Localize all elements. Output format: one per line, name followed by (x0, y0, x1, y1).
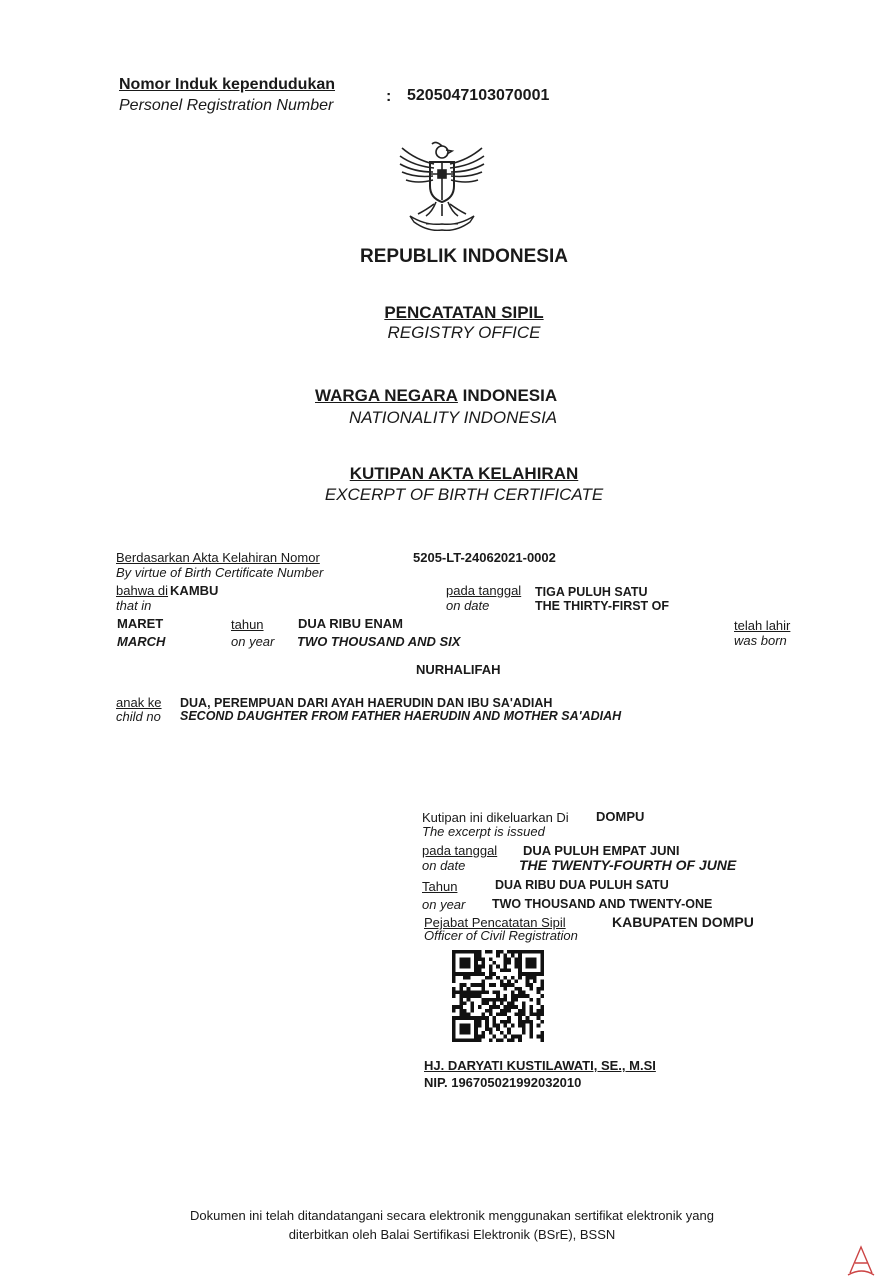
birth-date-label-en: on date (446, 598, 490, 613)
birth-year-label: tahun (231, 617, 264, 632)
birth-date-value-en: THE THIRTY-FIRST OF (535, 599, 670, 613)
issue-date-value-en: THE TWENTY-FOURTH OF JUNE (519, 857, 737, 873)
issue-year-label-en: on year (422, 897, 466, 912)
document-title: KUTIPAN AKTA KELAHIRAN (349, 464, 579, 483)
nationality-en: NATIONALITY INDONESIA (349, 408, 558, 427)
birth-place-line (116, 583, 218, 598)
signatory-name: HJ. DARYATI KUSTILAWATI, SE., M.SI (424, 1058, 656, 1073)
born-label-en: was born (734, 633, 787, 648)
birth-month-value: MARET (117, 616, 164, 631)
country-title: REPUBLIK INDONESIA (360, 246, 568, 267)
cert-number-label: Berdasarkan Akta Kelahiran Nomor (116, 550, 320, 565)
born-label: telah lahir (734, 618, 791, 633)
birth-year-value: DUA RIBU ENAM (298, 616, 403, 631)
issued-place: DOMPU (596, 809, 645, 824)
child-order-label-en: child no (116, 709, 161, 724)
nik-label: Nomor Induk kependudukan (119, 76, 336, 93)
footer-line-1: Dokumen ini telah ditandatangani secara elektronik menggunakan sertifikat elektronik yang (190, 1208, 714, 1223)
officer-label: Pejabat Pencatatan Sipil (424, 915, 566, 930)
office-title-en: REGISTRY OFFICE (387, 323, 541, 342)
garuda-emblem-icon (396, 138, 488, 234)
officer-region: KABUPATEN DOMPU (612, 914, 754, 930)
issue-date-value: DUA PULUH EMPAT JUNI (523, 843, 680, 858)
birth-place-value: KAMBU (170, 583, 219, 598)
signatory-nip: NIP. 196705021992032010 (424, 1075, 582, 1090)
nik-label-en: Personel Registration Number (119, 97, 334, 114)
nationality-label: WARGA NEGARA (315, 386, 458, 405)
child-order-value: DUA, PEREMPUAN DARI AYAH HAERUDIN DAN IBU SA'ADIAH (180, 696, 553, 710)
birth-month-value-en: MARCH (117, 634, 166, 649)
nik-colon: : (386, 88, 392, 105)
issued-label: Kutipan ini dikeluarkan Di (422, 810, 569, 825)
cert-number-value: 5205-LT-24062021-0002 (413, 550, 556, 565)
birth-place-label: bahwa di (116, 583, 169, 598)
issue-year-value: DUA RIBU DUA PULUH SATU (495, 878, 669, 892)
issue-date-label: pada tanggal (422, 843, 498, 858)
issue-year-value-en: TWO THOUSAND AND TWENTY-ONE (492, 897, 713, 911)
issue-year-label: Tahun (422, 879, 458, 894)
nationality-value: INDONESIA (462, 386, 558, 405)
officer-label-en: Officer of Civil Registration (424, 928, 578, 943)
nik-value: 5205047103070001 (407, 87, 550, 104)
issue-date-label-en: on date (422, 858, 466, 873)
document-title-en: EXCERPT OF BIRTH CERTIFICATE (324, 485, 604, 504)
birth-date-value: TIGA PULUH SATU (535, 585, 648, 599)
bsre-mark-icon (846, 1243, 876, 1277)
issued-label-en: The excerpt is issued (422, 824, 545, 839)
birth-year-value-en: TWO THOUSAND AND SIX (297, 634, 461, 649)
cert-number-label-en: By virtue of Birth Certificate Number (116, 565, 324, 580)
office-title: PENCATATAN SIPIL (384, 303, 544, 322)
birth-place-label-en: that in (116, 598, 152, 613)
child-order-label: anak ke (116, 695, 162, 710)
child-name: NURHALIFAH (416, 662, 501, 677)
nationality-line (315, 386, 557, 406)
birth-year-label-en: on year (231, 634, 275, 649)
child-order-value-en: SECOND DAUGHTER FROM FATHER HAERUDIN AND MOTHER SA'ADIAH (180, 709, 622, 723)
qr-code-icon (452, 950, 544, 1042)
birth-date-label: pada tanggal (446, 583, 522, 598)
footer-line-2: diterbitkan oleh Balai Sertifikasi Elektronik (BSrE), BSSN (288, 1227, 616, 1242)
